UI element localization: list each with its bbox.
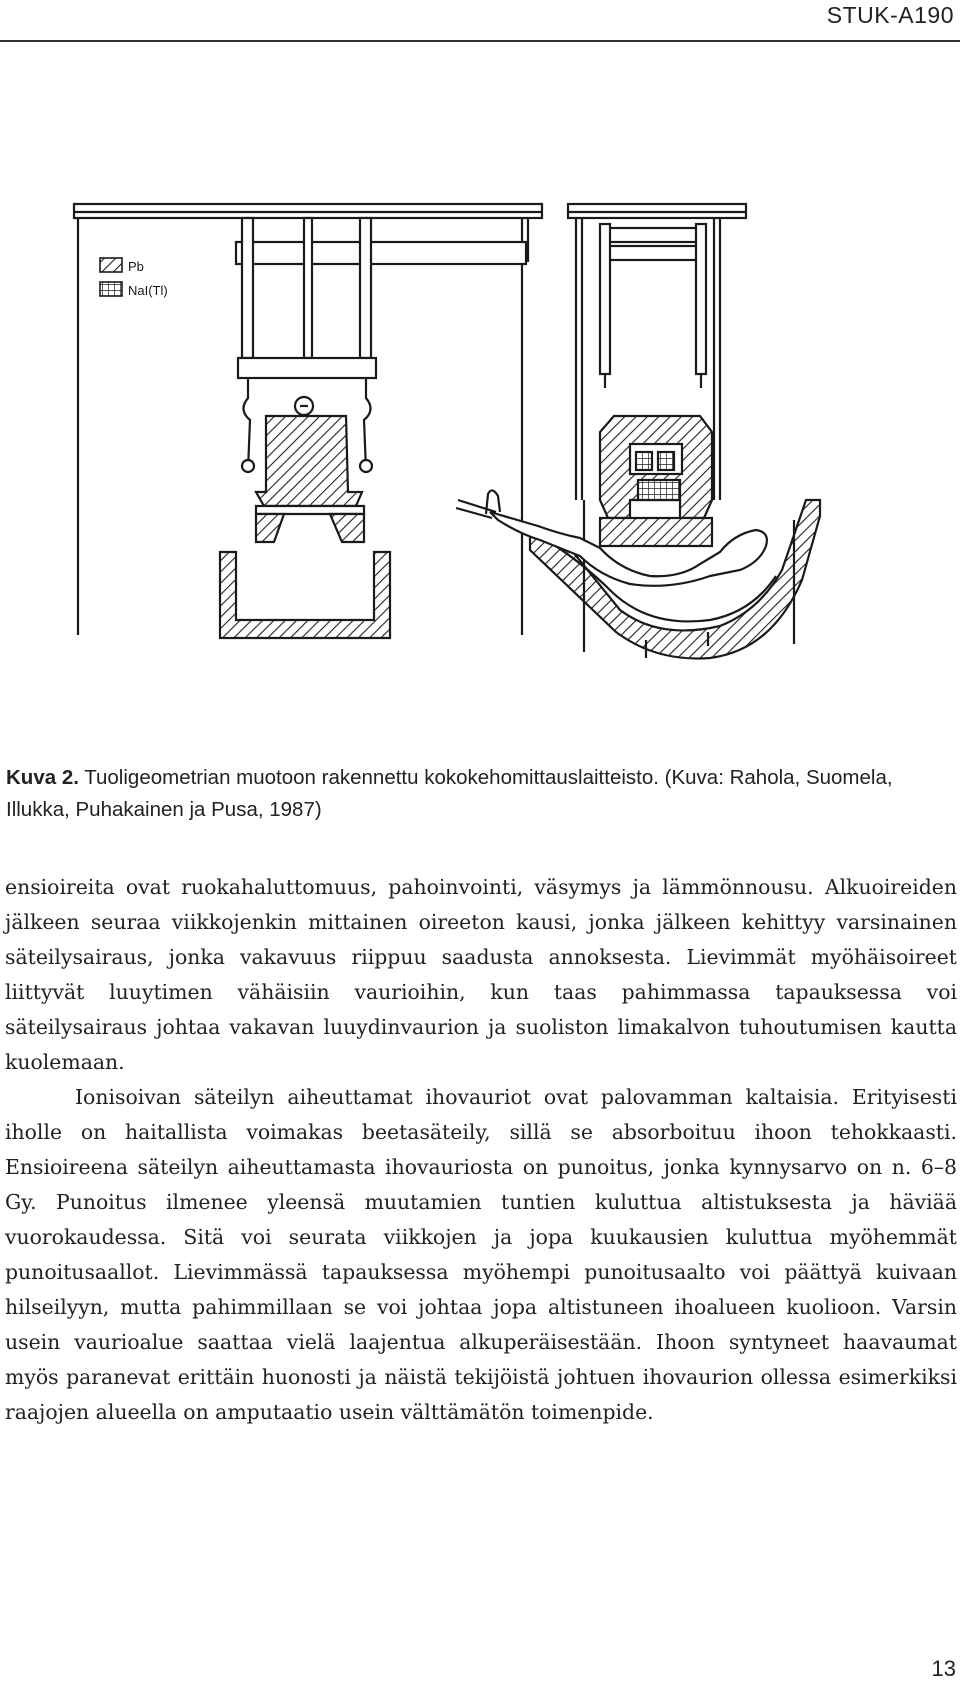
legend-swatch-pb: [100, 258, 122, 272]
caption-text: Tuoligeometrian muotoon rakennettu kokokehomittauslaitteisto. (Kuva: Rahola, Suomela, Illukka, Puhakainen ja Pusa, 1987): [6, 766, 893, 821]
body-text: [5, 870, 957, 1430]
legend-label-pb: Pb: [128, 259, 144, 274]
paragraph: ensioireita ovat ruokahaluttomuus, pahoinvointi, väsymys ja lämmönnousu. Alkuoireiden jälkeen seuraa viikkojenkin mittainen oireeton kausi, jonka jälkeen kehittyy varsinainen säteilysairaus, jonka vakavuus riippuu saadusta annoksesta. Lievimmät myöhäisoireet liittyvät luuytimen vähäisiin vaurioihin, kun taas pahimmassa tapauksessa voi säteilysairaus johtaa vakavan luuydinvaurion ja suoliston limakalvon tuhoutumisen kautta kuolemaan.: [5, 875, 957, 1074]
figure-caption: [6, 762, 956, 826]
running-header: STUK-A190: [826, 2, 954, 28]
apparatus-drawing: [60, 200, 870, 730]
paragraph: Ionisoivan säteilyn aiheuttamat ihovauriot ovat palovamman kaltaisia. Erityisesti iholle on haitallista voimakas beetasäteily, sillä se absorboituu ihoon tehokkaasti. Ensioireena säteilyn aiheuttamasta ihovauriosta on punoitus, jonka kynnysarvo on n. 6–8 Gy. Punoitus ilmenee yleensä muutamien tuntien kuluttua altistuksesta ja häviää vuorokaudessa. Sitä voi seurata viikkojen ja jopa kuukausien kuluttua myöhemmät punoitusaallot. Lievimmässä tapauksessa myöhempi punoitusaalto voi päättyä kuivaan hilseilyyn, mutta pahimmillaan se voi johtaa jopa altistuneen ihoalueen kuolioon. Varsin usein vaurioalue saattaa vielä laajentua alkuperäisestään. Ihoon syntyneet haavaumat myös paranevat erittäin huonosti ja näistä tekijöistä johtuen ihovaurion ollessa esimerkiksi raajojen alueella on amputaatio usein välttämätön toimenpide.: [5, 1085, 957, 1424]
legend-swatch-nai: [100, 282, 122, 296]
page-number: 13: [931, 1656, 956, 1681]
header-rule: [0, 40, 960, 42]
caption-label: Kuva 2.: [6, 766, 79, 789]
legend-label-nai: NaI(Tl): [128, 283, 168, 298]
figure: [60, 200, 870, 730]
